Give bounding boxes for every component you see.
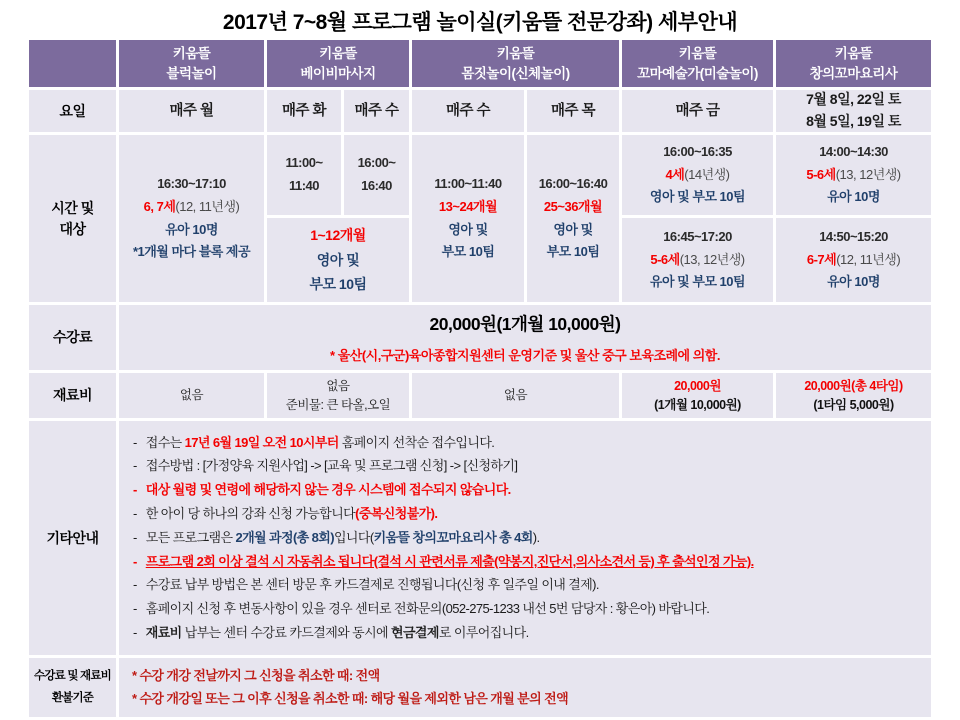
time-row-label: 시간 및 대상 — [29, 135, 116, 302]
header-line: 키움뜰 — [319, 45, 357, 61]
page-title: 2017년 7~8월 프로그램 놀이실(키움뜰 전문강좌) 세부안내 — [222, 11, 738, 34]
note-line-6: - 프로그램 2회 이상 결석 시 자동취소 됩니다(결석 시 관련서류 제출(약봉지,진단서,의사소견서 등) 후 출석인정 가능). — [133, 553, 754, 569]
header-line: 꼬마예술가(미술놀이) — [637, 65, 758, 81]
fee-row-label: 수강료 — [29, 305, 116, 370]
header-body-play — [412, 40, 619, 87]
time-cell-cook-top: 14:00~14:30 5-6세(13, 12년생) 유아 10명 — [776, 135, 931, 215]
time-cell-artist-top: 16:00~16:35 4세(14년생) 영아 및 부모 10팀 — [622, 135, 773, 215]
header-line: 창의꼬마요리사 — [809, 65, 898, 81]
day-cook-line: 8월 5일, 19일 토 — [806, 113, 901, 129]
refund-cell — [119, 658, 931, 717]
refund-row-label: 수강료 및 재료비 환불기준 — [29, 658, 116, 717]
note-line-1: - 접수는 17년 6월 19일 오전 10시부터 홈페이지 선착순 접수입니다. — [133, 434, 495, 450]
notes-cell — [119, 421, 931, 655]
time-cell-massage-tue: 11:00~ 11:40 — [267, 135, 341, 215]
time-cell-massage-wed: 16:00~ 16:40 — [344, 135, 409, 215]
header-little-artist — [622, 40, 773, 87]
note-line-4: - 한 아이 당 하나의 강좌 신청 가능합니다(중복신청불가). — [133, 506, 438, 521]
day-cell-massage-b: 매주 수 — [344, 90, 409, 132]
day-cell-massage-a: 매주 화 — [267, 90, 341, 132]
day-row-label: 요일 — [29, 90, 116, 132]
refund-line-1: * 수강 개강 전날까지 그 신청을 취소한 때: 전액 — [132, 668, 380, 684]
note-line-5: - 모든 프로그램은 2개월 과정(총 8회)입니다(키움뜰 창의꼬마요리사 총 4회). — [133, 529, 540, 545]
header-line: 키움뜰 — [496, 45, 535, 61]
header-line: 블럭놀이 — [166, 65, 217, 81]
fee-amount: 20,000원(1개월 10,000원) — [429, 314, 621, 334]
note-line-7: - 수강료 납부 방법은 본 센터 방문 후 카드결제로 진행됩니다(신청 후 일주일 이내 결제). — [133, 577, 599, 593]
header-line: 몸짓놀이(신체놀이) — [461, 65, 570, 81]
day-cell-body-a: 매주 수 — [412, 90, 524, 132]
material-cell-massage: 없음 준비물: 큰 타올,오일 — [267, 373, 409, 418]
day-cell-cook — [776, 90, 931, 132]
notes-row-label: 기타안내 — [29, 421, 116, 655]
refund-line-2: * 수강 개강일 또는 그 이후 신청을 취소한 때: 해당 월을 제외한 남은 개월 분의 전액 — [132, 690, 569, 706]
material-cell-cook: 20,000원(총 4타임) (1타임 5,000원) — [776, 373, 931, 418]
header-line: 베이비마사지 — [300, 65, 376, 81]
material-row-label: 재료비 — [29, 373, 116, 418]
note-line-3: - 대상 월령 및 연령에 해당하지 않는 경우 시스템에 접수되지 않습니다. — [133, 482, 511, 498]
header-block-play — [119, 40, 264, 87]
time-cell-cook-bottom: 14:50~15:20 6-7세(12, 11년생) 유아 10명 — [776, 218, 931, 302]
day-cell-block: 매주 월 — [119, 90, 264, 132]
day-cook-line: 7월 8일, 22일 토 — [806, 91, 901, 108]
time-cell-body-thu: 16:00~16:40 25~36개월 영아 및 부모 10팀 — [527, 135, 619, 302]
header-line: 키움뜰 — [678, 45, 717, 61]
note-line-9: - 재료비 납부는 센터 수강료 카드결제와 동시에 현금결제로 이루어집니다. — [133, 625, 529, 641]
time-cell-block: 16:30~17:10 6, 7세(12, 11년생) 유아 10명 *1개월 마다 블록 제공 — [119, 135, 264, 302]
schedule-table — [29, 40, 931, 717]
fee-note: * 울산(시,구군)육아종합지원센터 운영기준 및 울산 중구 보육조례에 의함. — [330, 348, 720, 363]
header-little-cook — [776, 40, 931, 87]
material-cell-block: 없음 — [119, 373, 264, 418]
material-cell-artist: 20,000원 (1개월 10,000원) — [622, 373, 773, 418]
header-line: 키움뜰 — [834, 45, 873, 61]
header-corner-cell — [29, 40, 116, 87]
time-cell-massage-target: 1~12개월 영아 및 부모 10팀 — [267, 218, 409, 302]
day-cell-artist: 매주 금 — [622, 90, 773, 132]
header-baby-massage — [267, 40, 409, 87]
time-cell-artist-bottom: 16:45~17:20 5-6세(13, 12년생) 유아 및 부모 10팀 — [622, 218, 773, 302]
time-cell-body-wed: 11:00~11:40 13~24개월 영아 및 부모 10팀 — [412, 135, 524, 302]
note-line-8: - 홈페이지 신청 후 변동사항이 있을 경우 센터로 전화문의(052-275-1233 내선 5번 담당자 : 황은아) 바랍니다. — [133, 601, 710, 617]
day-cell-body-b: 매주 목 — [527, 90, 619, 132]
fee-cell — [119, 305, 931, 370]
header-line: 키움뜰 — [172, 45, 211, 61]
note-line-2: - 접수방법 : [가정양육 지원사업] -> [교육 및 프로그램 신청] -> [신청하기] — [133, 458, 518, 474]
material-cell-body: 없음 — [412, 373, 619, 418]
